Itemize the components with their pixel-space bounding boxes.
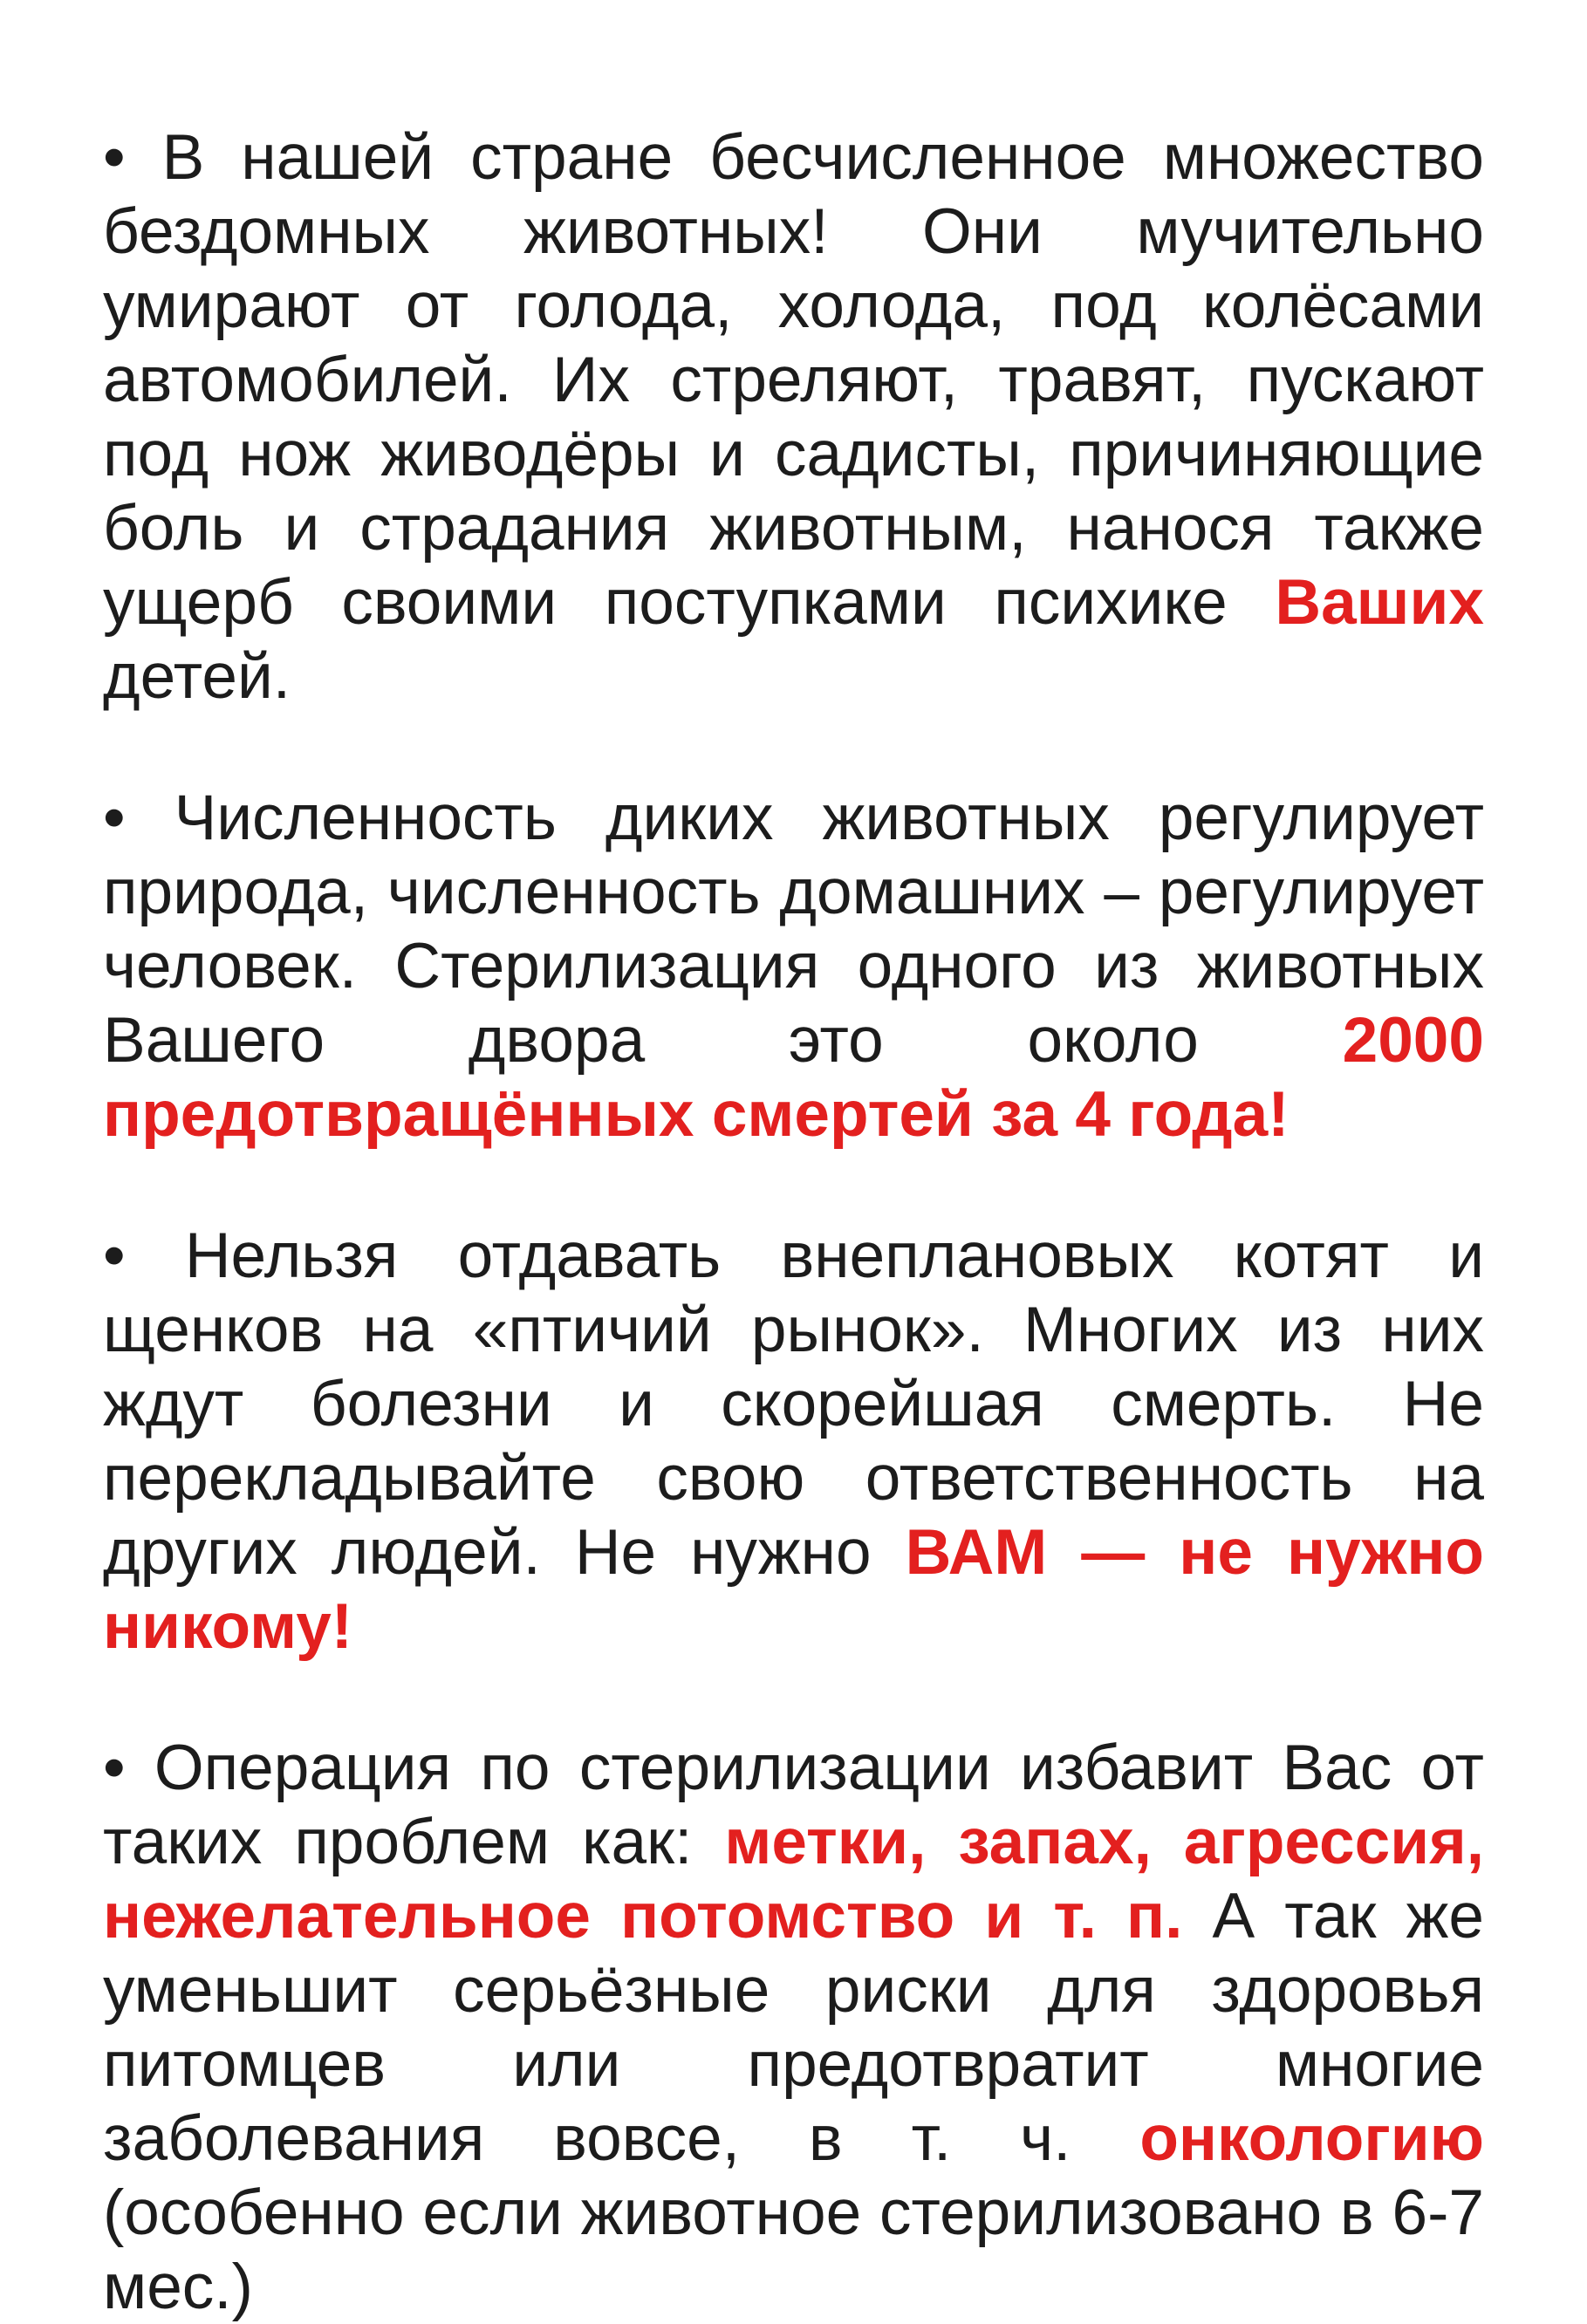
paragraph-text: Нельзя отдавать внеплановых котят и щенков на «птичий рынок». Многих из них ждут болезни и скорейшая смерть. Не перекладывайте свою ответственность на других людей. Не нужно [103,1220,1484,1588]
paragraph-population-control [103,781,1484,1152]
highlighted-text: онкологию [1139,2103,1484,2174]
paragraph-text: В нашей стране бесчисленное множество бездомных животных! Они мучительно умирают от голода, холода, под колёсами автомобилей. Их стреляют, травят, пускают под нож живодёры и садисты, причиняющие боль и страдания животным, нанося также ущерб своими поступками психике [103,122,1484,638]
highlighted-text: метки, запах, агрессия, нежелательное потомство и т. п. [103,1807,1484,1951]
paragraph-text: Численность диких животных регулирует природа, численность домашних – регулирует человек. Стерилизация одного из животных Вашего двора это около [103,783,1484,1076]
bullet: • [103,783,126,853]
paragraph-sterilization-benefits [103,1731,1484,2324]
paragraph-bird-market [103,1219,1484,1664]
document-body [103,120,1484,2324]
paragraph-text: детей. [103,641,291,712]
paragraph-text: (особенно если животное стерилизовано в 6-7 мес.) [103,2177,1484,2322]
bullet: • [103,122,126,193]
paragraph-text: А так же уменьшит серьёзные риски для здоровья питомцев или предотвратит многие заболевания вовсе, в т. ч. [103,1881,1484,2174]
paragraph-homeless-animals [103,120,1484,714]
bullet: • [103,1220,126,1291]
highlighted-text: ВАМ — не нужно никому! [103,1517,1484,1662]
highlighted-text: 2000 предотвращённых смертей за 4 года! [103,1005,1484,1150]
bullet: • [103,1733,126,1803]
paragraph-text: Операция по стерилизации избавит Вас от таких проблем как: [103,1733,1484,1877]
highlighted-text: Ваших [1275,567,1484,638]
